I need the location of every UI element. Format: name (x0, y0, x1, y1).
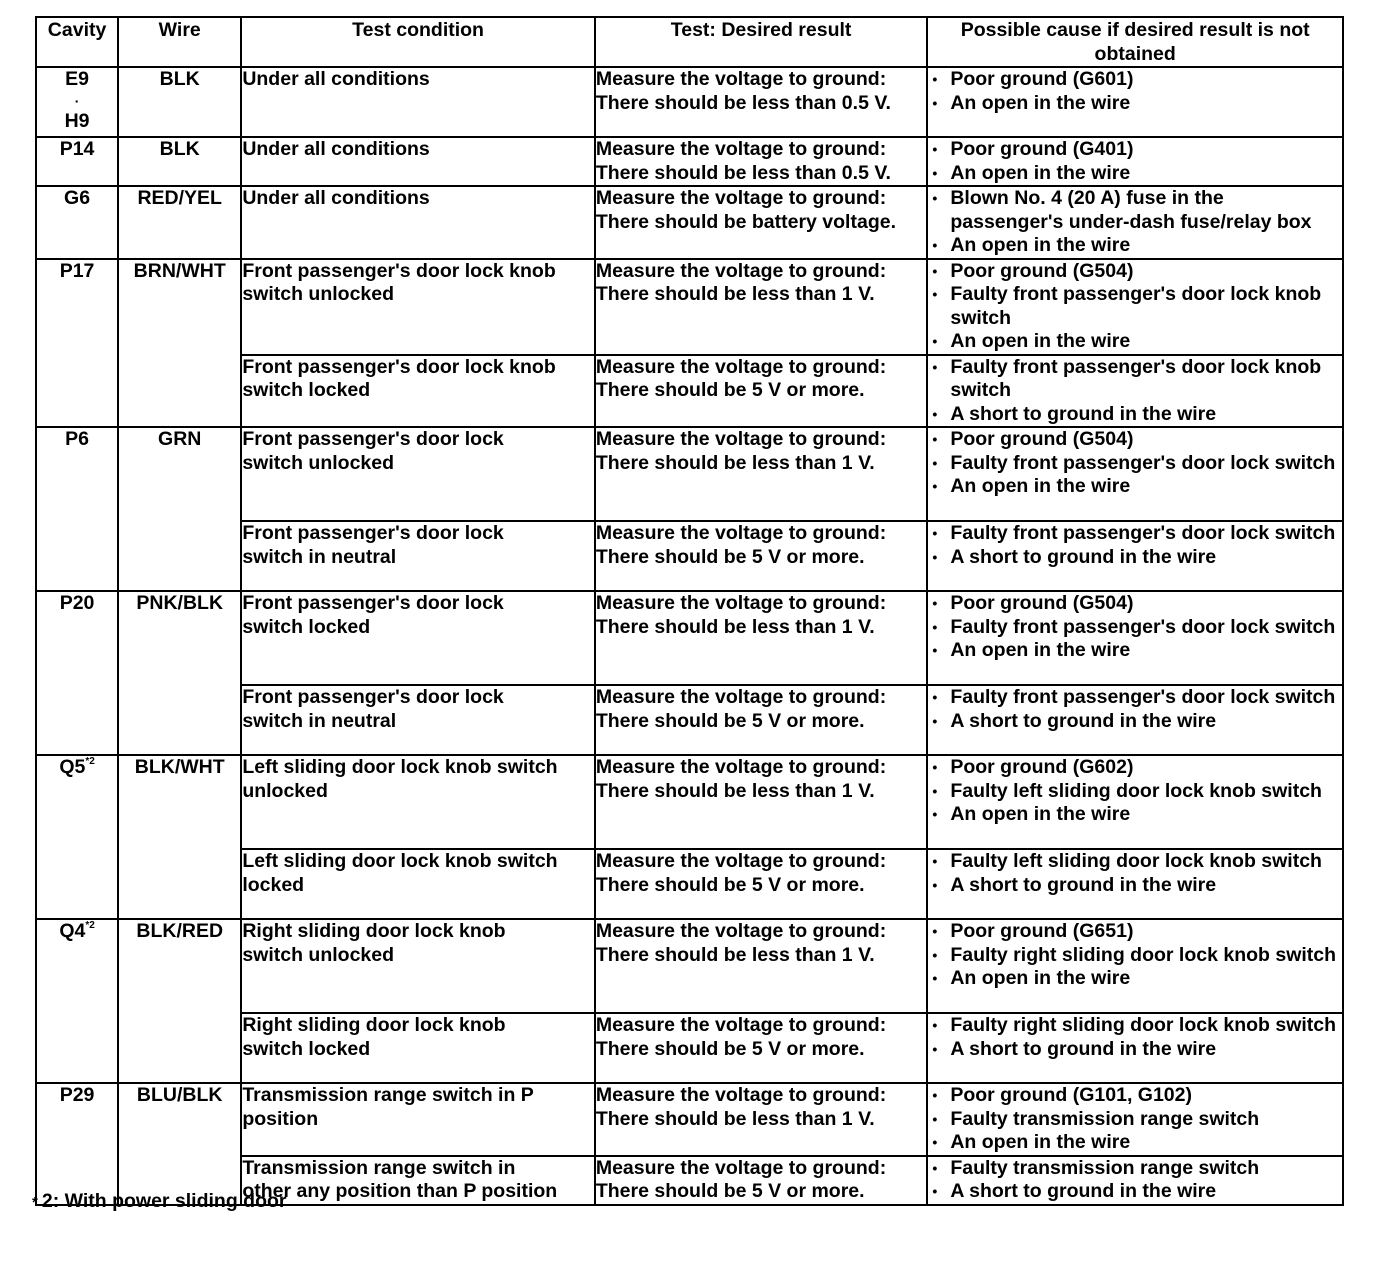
desired-result-cell (595, 259, 928, 355)
cavity-cell (36, 591, 118, 755)
desired-result-text: There should be 5 V or more. (595, 1180, 865, 1202)
possible-cause-cell (927, 849, 1343, 919)
cavity-footnote-ref: *2 (85, 920, 95, 931)
possible-cause-cell (927, 755, 1343, 849)
test-condition-cell (241, 1083, 595, 1156)
wire-cell (118, 919, 241, 1083)
cavity-code: Q5 (59, 756, 86, 778)
cause-item: • Faulty front passenger's door lock switch (928, 452, 1342, 476)
header-possible-cause: Possible cause if desired result is not obtained (927, 17, 1343, 67)
cause-list (928, 1014, 1342, 1061)
test-condition-cell (241, 186, 595, 259)
cause-item: • An open in the wire (928, 967, 1342, 991)
table-row (36, 1083, 1343, 1156)
desired-result-cell (595, 919, 928, 1013)
possible-cause-cell (927, 137, 1343, 186)
desired-result-text: There should be less than 1 V. (595, 615, 875, 638)
cause-item: • A short to ground in the wire (928, 546, 1342, 570)
desired-result-text: Measure the voltage to ground: (595, 259, 887, 282)
cavity-code: P20 (59, 592, 95, 614)
possible-cause-cell (927, 1083, 1343, 1156)
cavity-code: G6 (64, 187, 91, 209)
cavity-code-end: H9 (64, 109, 90, 132)
cause-item: • Poor ground (G651) (928, 920, 1342, 944)
cause-item: • Faulty transmission range switch (928, 1108, 1342, 1132)
desired-result-text: There should be less than 1 V. (595, 283, 875, 305)
test-condition-cell (241, 685, 595, 755)
cavity-footnote-ref: *2 (85, 756, 95, 767)
cause-item: • Faulty left sliding door lock knob switch (928, 780, 1342, 804)
possible-cause-cell (927, 427, 1343, 521)
desired-result-cell (595, 427, 928, 521)
cause-list (928, 850, 1342, 897)
cause-list (928, 522, 1342, 569)
cavity-range-separator: · (74, 92, 80, 109)
wire-color: BLU/BLK (136, 1084, 223, 1106)
cause-list (928, 592, 1342, 663)
wire-color: BLK/RED (136, 920, 224, 942)
wire-color: PNK/BLK (136, 592, 224, 614)
footnote-text: 2: With power sliding door (41, 1190, 287, 1212)
wire-cell (118, 755, 241, 919)
cause-item: • Faulty transmission range switch (928, 1157, 1342, 1181)
cause-item: • An open in the wire (928, 92, 1342, 116)
possible-cause-cell (927, 919, 1343, 1013)
test-condition-cell (241, 919, 595, 1013)
table-row (36, 67, 1343, 137)
header-test-condition: Test condition (241, 17, 595, 67)
cause-item: • An open in the wire (928, 330, 1342, 354)
wire-cell (118, 427, 241, 591)
cause-list (928, 356, 1342, 427)
cause-item: • An open in the wire (928, 162, 1342, 186)
desired-result-text: There should be 5 V or more. (595, 709, 865, 732)
desired-result-text: There should be 5 V or more. (595, 379, 865, 401)
desired-result-cell (595, 355, 928, 428)
desired-result-cell (595, 1083, 928, 1156)
wire-cell (118, 186, 241, 259)
table-header-row (36, 17, 1343, 67)
test-condition-text: Right sliding door lock knob (242, 1014, 506, 1036)
desired-result-text: Measure the voltage to ground: (595, 686, 887, 708)
test-condition-text: locked (242, 873, 305, 896)
test-condition-text: other any position than P position (242, 1180, 558, 1202)
cause-list (928, 1157, 1342, 1204)
wire-color: BRN/WHT (133, 259, 226, 282)
test-condition-text: position (242, 1107, 319, 1130)
test-condition-cell (241, 355, 595, 428)
cause-list (928, 260, 1342, 354)
desired-result-text: There should be less than 0.5 V. (595, 161, 891, 184)
desired-result-text: Measure the voltage to ground: (595, 850, 887, 872)
cause-item: • A short to ground in the wire (928, 1180, 1342, 1204)
wire-color: BLK (159, 68, 200, 90)
cause-item: • An open in the wire (928, 1131, 1342, 1155)
desired-result-cell (595, 591, 928, 685)
test-condition-text: Transmission range switch in (242, 1156, 516, 1179)
desired-result-text: There should be less than 0.5 V. (595, 91, 891, 114)
cavity-cell (36, 919, 118, 1083)
desired-result-text: There should be 5 V or more. (595, 1037, 865, 1060)
test-condition-text: Front passenger's door lock (242, 592, 504, 614)
table-row (36, 919, 1343, 1013)
table-row (36, 186, 1343, 259)
test-condition-text: switch unlocked (242, 943, 395, 966)
test-condition-text: Front passenger's door lock knob (242, 259, 556, 282)
table-row (36, 137, 1343, 186)
desired-result-cell (595, 755, 928, 849)
cause-item: • A short to ground in the wire (928, 874, 1342, 898)
test-condition-text: Under all conditions (242, 68, 430, 90)
possible-cause-cell (927, 1156, 1343, 1205)
wire-cell (118, 137, 241, 186)
cavity-cell (36, 259, 118, 428)
test-condition-cell (241, 1156, 595, 1205)
cause-item: • Poor ground (G504) (928, 428, 1342, 452)
test-condition-text: unlocked (242, 779, 328, 802)
possible-cause-cell (927, 186, 1343, 259)
desired-result-text: Measure the voltage to ground: (595, 592, 887, 614)
table-row (36, 755, 1343, 849)
cavity-code: P14 (59, 138, 95, 160)
table-row (36, 259, 1343, 355)
cavity-cell (36, 1083, 118, 1205)
desired-result-cell (595, 685, 928, 755)
cause-list (928, 1084, 1342, 1155)
test-condition-cell (241, 259, 595, 355)
cavity-code: P29 (59, 1084, 95, 1106)
possible-cause-cell (927, 521, 1343, 591)
wire-cell (118, 259, 241, 428)
table-row (36, 591, 1343, 685)
desired-result-cell (595, 849, 928, 919)
desired-result-cell (595, 521, 928, 591)
table-row (36, 427, 1343, 521)
cause-item: • A short to ground in the wire (928, 710, 1342, 734)
cavity-code: Q4 (59, 920, 86, 942)
test-condition-cell (241, 427, 595, 521)
possible-cause-cell (927, 1013, 1343, 1083)
cause-item: • A short to ground in the wire (928, 1038, 1342, 1062)
possible-cause-cell (927, 355, 1343, 428)
wire-cell (118, 67, 241, 137)
cavity-code: P17 (59, 259, 95, 282)
wire-color: BLK/WHT (134, 756, 225, 778)
test-condition-text: Transmission range switch in P (242, 1084, 534, 1106)
wire-cell (118, 1083, 241, 1205)
cause-list (928, 68, 1342, 115)
cause-item: • Faulty front passenger's door lock switch (928, 522, 1342, 546)
test-condition-text: switch unlocked (242, 451, 395, 474)
cavity-cell (36, 186, 118, 259)
desired-result-text: Measure the voltage to ground: (595, 1084, 887, 1106)
cause-item: • Faulty front passenger's door lock knob switch (928, 356, 1342, 403)
cause-item: • Faulty front passenger's door lock switch (928, 686, 1342, 710)
cause-item: • Poor ground (G601) (928, 68, 1342, 92)
desired-result-cell (595, 67, 928, 137)
cause-item: • An open in the wire (928, 803, 1342, 827)
table-body (36, 67, 1343, 1205)
wire-cell (118, 591, 241, 755)
test-condition-text: Right sliding door lock knob (242, 920, 506, 942)
test-condition-text: Left sliding door lock knob switch (242, 850, 558, 872)
cause-item: • Poor ground (G602) (928, 756, 1342, 780)
cavity-cell (36, 137, 118, 186)
possible-cause-cell (927, 67, 1343, 137)
cavity-cell (36, 427, 118, 591)
header-desired-result: Test: Desired result (595, 17, 928, 67)
desired-result-text: There should be less than 1 V. (595, 943, 875, 966)
possible-cause-cell (927, 259, 1343, 355)
cause-list (928, 756, 1342, 827)
test-condition-text: switch locked (242, 615, 371, 638)
cause-list (928, 920, 1342, 991)
test-condition-text: Front passenger's door lock (242, 428, 504, 450)
header-cavity: Cavity (36, 17, 118, 67)
test-condition-text: Front passenger's door lock (242, 686, 504, 708)
test-condition-cell (241, 1013, 595, 1083)
test-condition-text: switch unlocked (242, 283, 395, 305)
test-condition-cell (241, 67, 595, 137)
cause-item: • Poor ground (G504) (928, 260, 1342, 284)
desired-result-text: There should be less than 1 V. (595, 779, 875, 802)
desired-result-text: There should be less than 1 V. (595, 1107, 875, 1130)
cause-item: • Poor ground (G401) (928, 138, 1342, 162)
desired-result-cell (595, 137, 928, 186)
desired-result-text: Measure the voltage to ground: (595, 355, 887, 378)
header-wire: Wire (118, 17, 241, 67)
cause-item: • Faulty front passenger's door lock knob switch (928, 283, 1342, 330)
test-condition-text: switch in neutral (242, 545, 397, 568)
wire-color: RED/YEL (137, 187, 222, 209)
cause-item: • Faulty right sliding door lock knob switch (928, 944, 1342, 968)
desired-result-cell (595, 1013, 928, 1083)
footnote (32, 1190, 287, 1213)
cavity-code: E9 (65, 68, 89, 90)
cause-item: • An open in the wire (928, 639, 1342, 663)
cause-item: • Faulty left sliding door lock knob switch (928, 850, 1342, 874)
cause-item: • A short to ground in the wire (928, 403, 1342, 427)
cause-item: • Poor ground (G101, G102) (928, 1084, 1342, 1108)
possible-cause-cell (927, 591, 1343, 685)
test-condition-cell (241, 755, 595, 849)
cavity-code: P6 (65, 428, 89, 450)
cause-item: • An open in the wire (928, 234, 1342, 258)
cause-list (928, 138, 1342, 185)
cause-item: • An open in the wire (928, 475, 1342, 499)
desired-result-text: There should be battery voltage. (595, 210, 896, 233)
cause-item: • Faulty right sliding door lock knob switch (928, 1014, 1342, 1038)
test-condition-cell (241, 591, 595, 685)
desired-result-text: Measure the voltage to ground: (595, 920, 887, 942)
test-condition-cell (241, 521, 595, 591)
desired-result-text: There should be 5 V or more. (595, 873, 865, 896)
test-condition-text: Under all conditions (242, 138, 430, 160)
wire-color: BLK (159, 138, 200, 160)
desired-result-cell (595, 186, 928, 259)
desired-result-text: Measure the voltage to ground: (595, 138, 887, 160)
test-condition-cell (241, 137, 595, 186)
test-condition-text: Under all conditions (242, 187, 430, 209)
connector-test-table (35, 16, 1344, 1206)
desired-result-text: Measure the voltage to ground: (595, 522, 887, 544)
footnote-marker: * (32, 1194, 38, 1211)
desired-result-text: Measure the voltage to ground: (595, 1014, 887, 1036)
test-condition-text: switch locked (242, 1037, 371, 1060)
test-condition-text: Front passenger's door lock knob (242, 355, 556, 378)
desired-result-text: Measure the voltage to ground: (595, 68, 887, 90)
possible-cause-cell (927, 685, 1343, 755)
desired-result-text: There should be less than 1 V. (595, 451, 875, 474)
desired-result-text: Measure the voltage to ground: (595, 1156, 887, 1179)
test-condition-text: Front passenger's door lock (242, 522, 504, 544)
test-condition-text: Left sliding door lock knob switch (242, 756, 558, 778)
desired-result-text: Measure the voltage to ground: (595, 756, 887, 778)
test-condition-text: switch locked (242, 379, 371, 401)
cause-item: • Blown No. 4 (20 A) fuse in the passenger's under-dash fuse/relay box (928, 187, 1342, 234)
desired-result-cell (595, 1156, 928, 1205)
cause-item: • Faulty front passenger's door lock switch (928, 616, 1342, 640)
cause-list (928, 187, 1342, 258)
cause-item: • Poor ground (G504) (928, 592, 1342, 616)
wire-color: GRN (158, 428, 202, 450)
cause-list (928, 428, 1342, 499)
cavity-cell (36, 67, 118, 137)
cavity-cell (36, 755, 118, 919)
desired-result-text: Measure the voltage to ground: (595, 187, 887, 209)
test-condition-text: switch in neutral (242, 709, 397, 732)
cause-list (928, 686, 1342, 733)
desired-result-text: There should be 5 V or more. (595, 545, 865, 568)
desired-result-text: Measure the voltage to ground: (595, 428, 887, 450)
test-condition-cell (241, 849, 595, 919)
